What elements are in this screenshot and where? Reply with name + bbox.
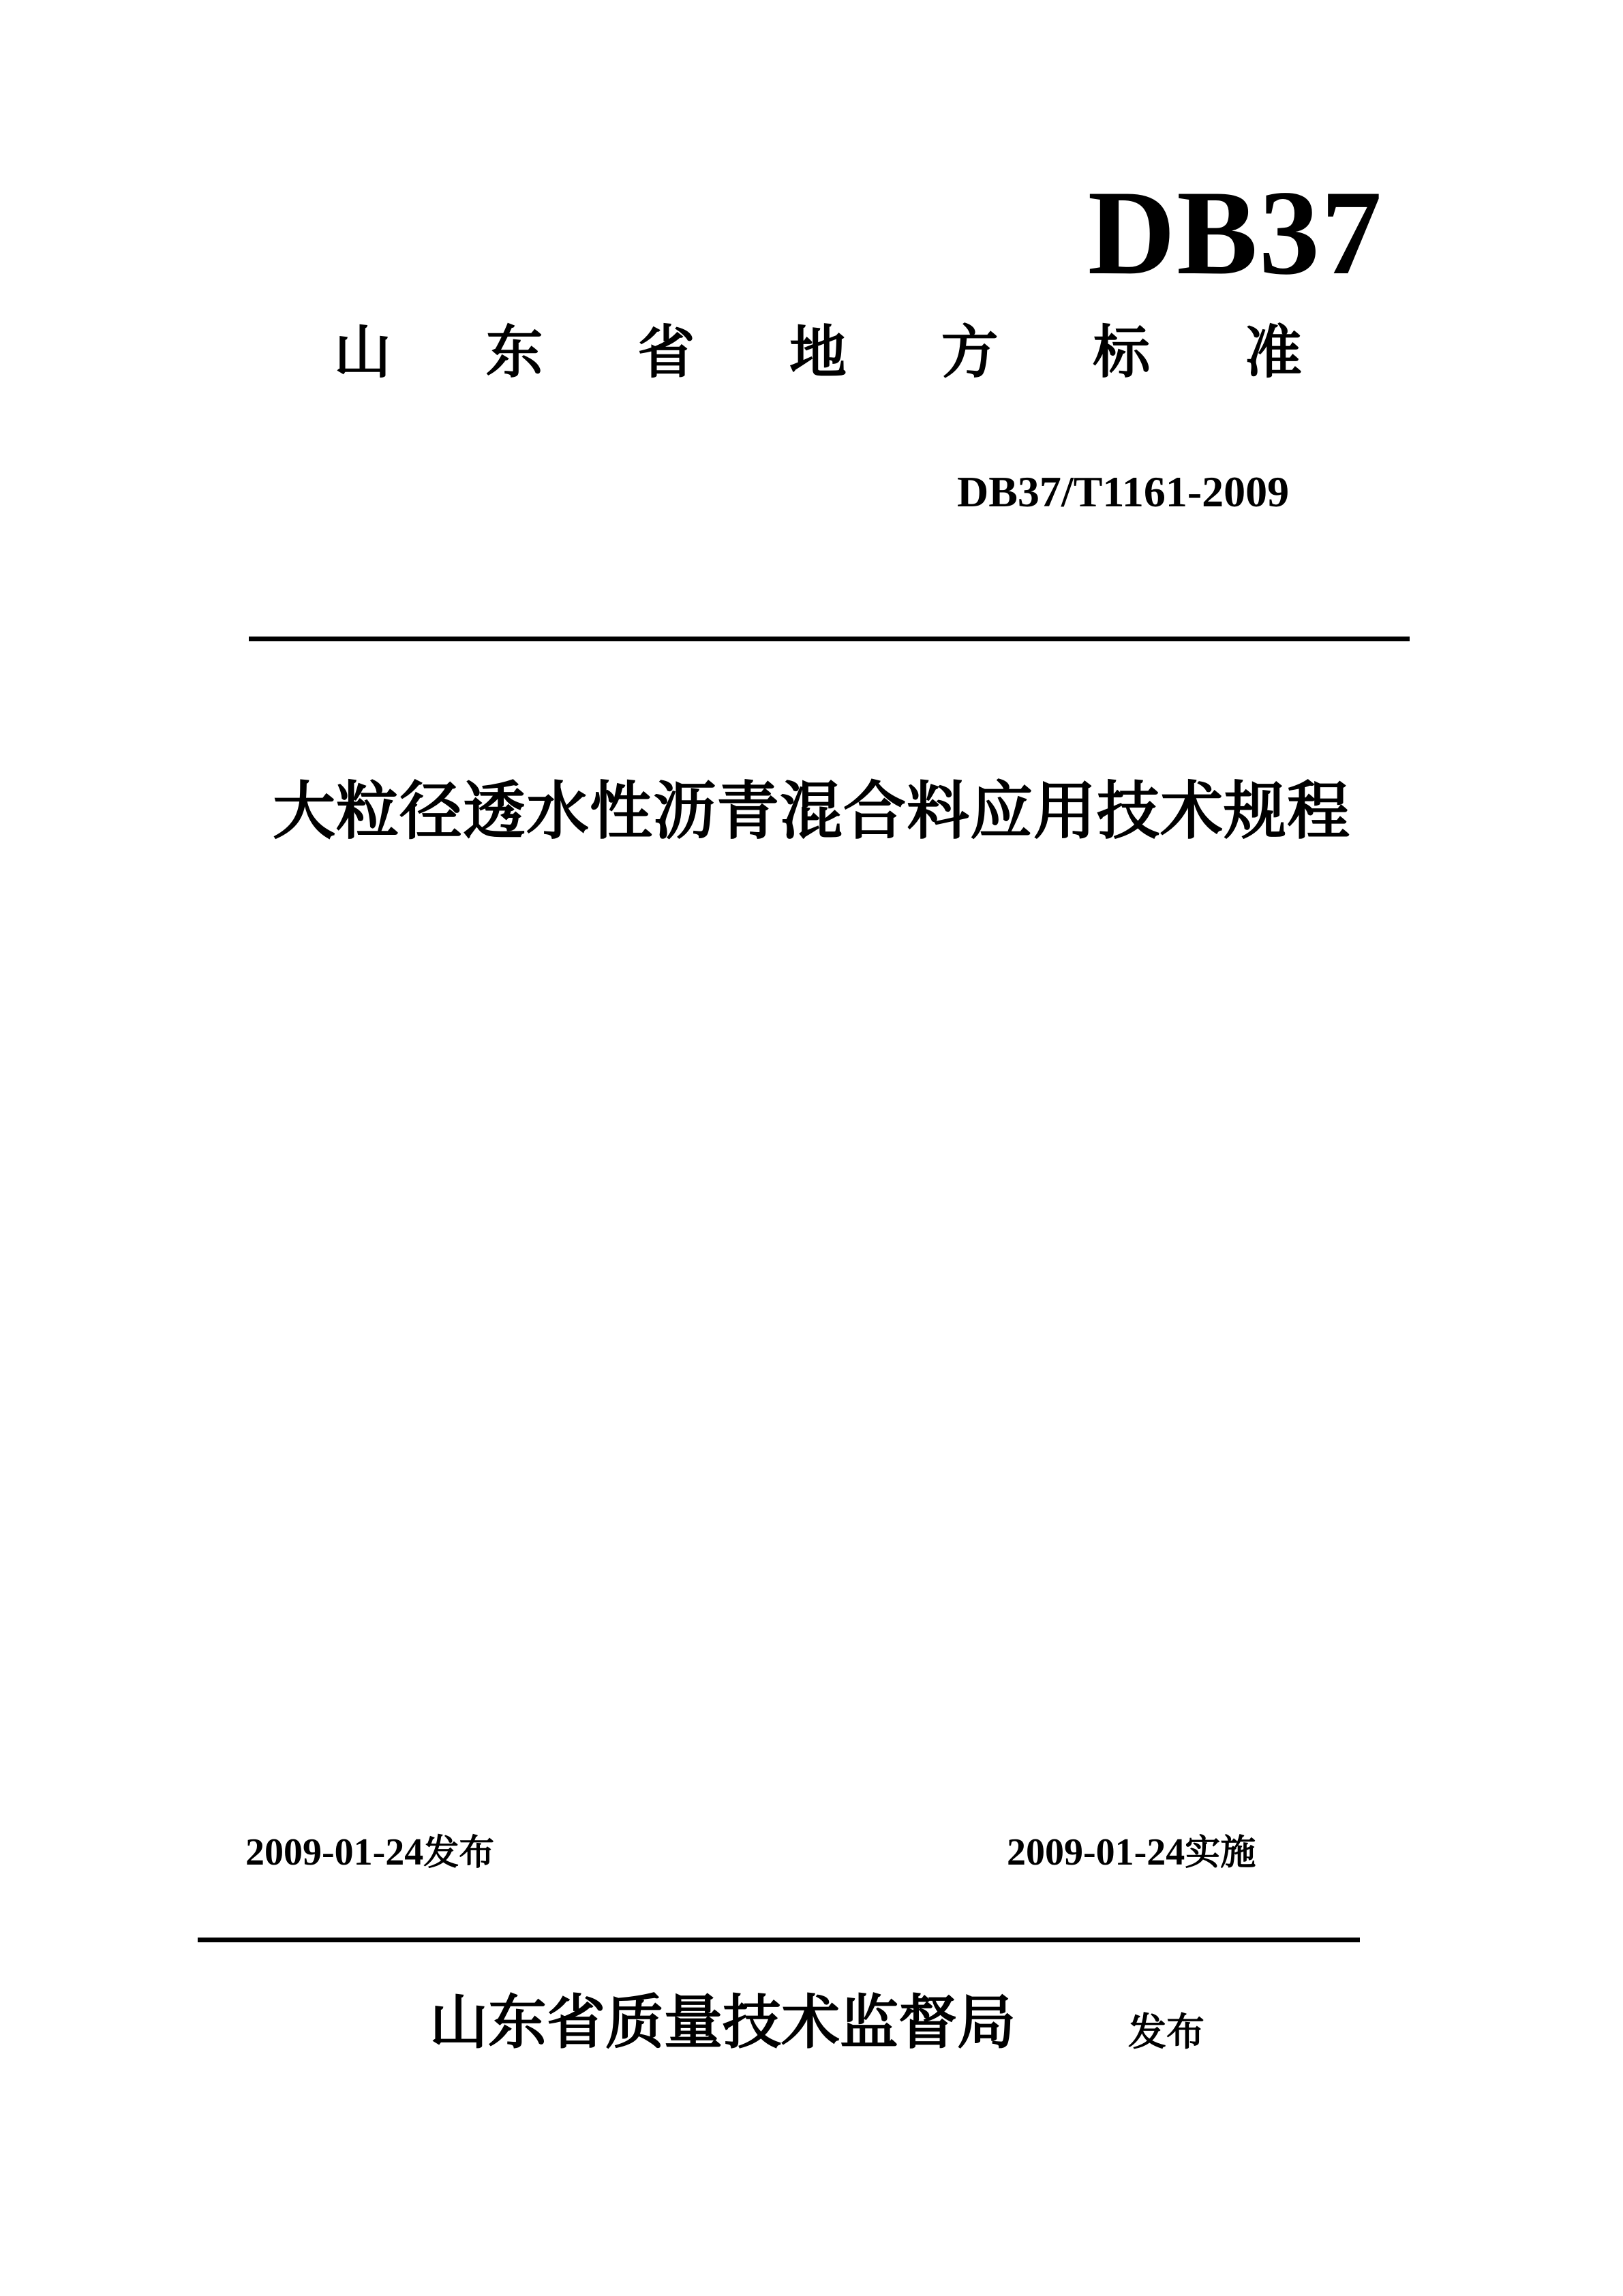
issue-label: 发布 bbox=[423, 1833, 495, 1873]
bottom-divider bbox=[198, 1938, 1360, 1942]
standard-type-char: 山 bbox=[334, 319, 392, 386]
standard-code-mark: DB37 bbox=[1087, 165, 1383, 300]
standard-number: DB37/T1161-2009 bbox=[957, 468, 1290, 516]
issue-date: 2009-01-24 bbox=[245, 1831, 424, 1873]
standard-type-char: 东 bbox=[485, 319, 543, 386]
top-divider bbox=[249, 637, 1410, 641]
standard-type-char: 省 bbox=[637, 319, 695, 386]
standard-type-heading bbox=[334, 319, 1302, 386]
standard-type-char: 准 bbox=[1244, 319, 1302, 386]
publish-label: 发布 bbox=[1128, 2010, 1204, 2055]
implement-date-line bbox=[1007, 1833, 1256, 1871]
issue-date-line bbox=[245, 1833, 494, 1871]
implement-label: 实施 bbox=[1185, 1833, 1256, 1873]
document-title: 大粒径透水性沥青混合料应用技术规程 bbox=[272, 775, 1350, 848]
standard-type-char: 地 bbox=[789, 319, 847, 386]
standard-type-char: 标 bbox=[1093, 319, 1151, 386]
publisher-name: 山东省质量技术监督局 bbox=[429, 1989, 1016, 2057]
standard-type-char: 方 bbox=[941, 319, 999, 386]
implement-date: 2009-01-24 bbox=[1007, 1831, 1185, 1873]
